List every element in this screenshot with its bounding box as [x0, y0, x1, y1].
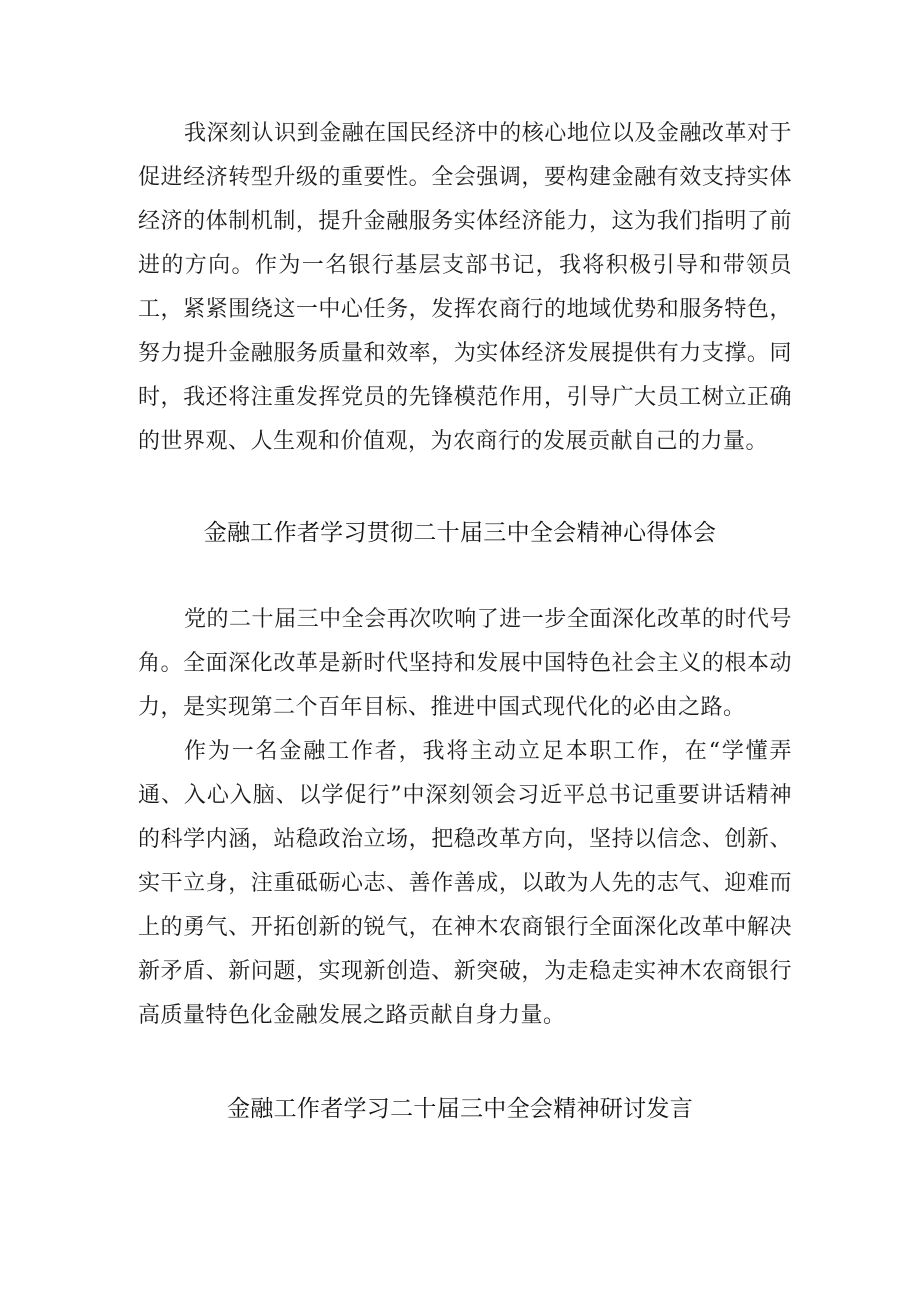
section-heading-2: 金融工作者学习二十届三中全会精神研讨发言 — [227, 1096, 693, 1122]
section-heading-1: 金融工作者学习贯彻二十届三中全会精神心得体会 — [203, 520, 717, 546]
paragraph-2: 党的二十届三中全会再次吹响了进一步全面深化改革的时代号角。全面深化改革是新时代坚持和发展中国特色社会主义的根本动力，是实现第二个百年目标、推进中国式现代化的必由之路。 — [138, 607, 792, 720]
paragraph-3: 作为一名金融工作者，我将主动立足本职工作，在“学懂弄通、入心入脑、以学促行”中深刻领会习近平总书记重要讲话精神的科学内涵，站稳政治立场，把稳改革方向，坚持以信念、创新、实干立身，注重砥砺心志、善作善成，以敢为人先的志气、迎难而上的勇气、开拓创新的锐气，在神木农商银行全面深化改革中解决新矛盾、新问题，实现新创造、新突破，为走稳走实神木农商银行高质量特色化金融发展之路贡献自身力量。 — [138, 739, 792, 1028]
paragraph-1: 我深刻认识到金融在国民经济中的核心地位以及金融改革对于促进经济转型升级的重要性。全会强调，要构建金融有效支持实体经济的体制机制，提升金融服务实体经济能力，这为我们指明了前进的方向。作为一名银行基层支部书记，我将积极引导和带领员工，紧紧围绕这一中心任务，发挥农商行的地域优势和服务特色，努力提升金融服务质量和效率，为实体经济发展提供有力支撑。同时，我还将注重发挥党员的先锋模范作用，引导广大员工树立正确的世界观、人生观和价值观，为农商行的发展贡献自己的力量。 — [138, 121, 792, 454]
